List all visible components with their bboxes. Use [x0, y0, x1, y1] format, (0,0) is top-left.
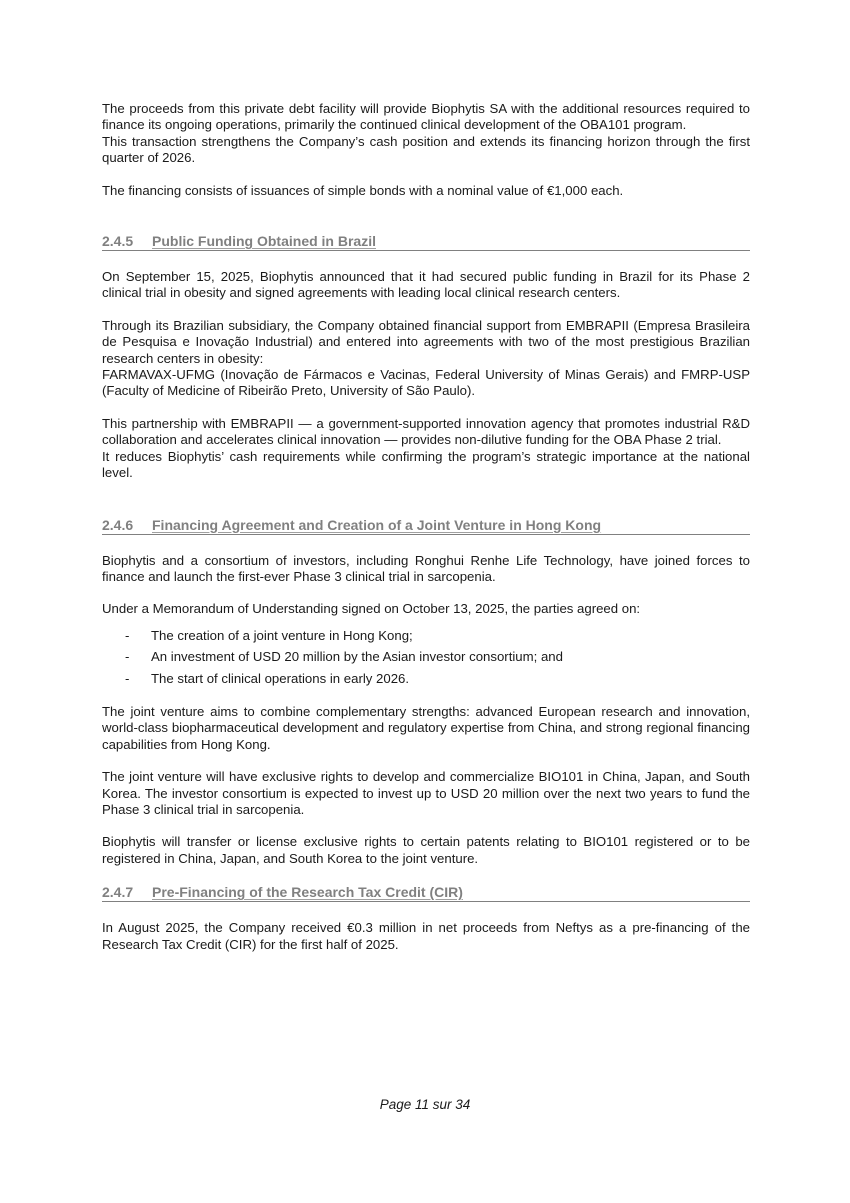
paragraph: The joint venture aims to combine complementary strengths: advanced European research and innovation, world-class biopharmaceutical development and regulatory expertise from China, and strong regional financing capabilities from Hong Kong. [102, 703, 750, 752]
section-heading-2-4-7 [102, 883, 750, 902]
section-heading-2-4-6 [102, 516, 750, 535]
paragraph: FARMAVAX-UFMG (Inovação de Fármacos e Vacinas, Federal University of Minas Gerais) and FMRP-USP (Faculty of Medicine of Ribeirão Preto, University of São Paulo). [102, 367, 750, 399]
section-title: Public Funding Obtained in Brazil [152, 233, 376, 250]
section-heading-2-4-5 [102, 232, 750, 251]
paragraph: Biophytis will transfer or license exclusive rights to certain patents relating to BIO101 registered or to be registered in China, Japan, and South Korea to the joint venture. [102, 834, 750, 866]
list-item: - An investment of USD 20 million by the Asian investor consortium; and [102, 649, 750, 665]
paragraph: Through its Brazilian subsidiary, the Company obtained financial support from EMBRAPII (Empresa Brasileira de Pesquisa e Inovação Industrial) and entered into agreements with two of the most prestigious Brazilian research centers in obesity: [102, 317, 750, 366]
paragraph: On September 15, 2025, Biophytis announced that it had secured public funding in Brazil for its Phase 2 clinical trial in obesity and signed agreements with leading local clinical research centers. [102, 269, 750, 301]
paragraph: The proceeds from this private debt facility will provide Biophytis SA with the additional resources required to finance its ongoing operations, primarily the continued clinical development of the OBA101 program. [102, 101, 750, 133]
section-title: Financing Agreement and Creation of a Joint Venture in Hong Kong [152, 516, 602, 533]
paragraph: Under a Memorandum of Understanding signed on October 13, 2025, the parties agreed on: [102, 601, 641, 617]
section-title: Pre-Financing of the Research Tax Credit (CIR) [152, 884, 463, 901]
paragraph: Biophytis and a consortium of investors, including Ronghui Renhe Life Technology, have joined forces to finance and launch the first-ever Phase 3 clinical trial in sarcopenia. [102, 552, 750, 584]
paragraph: This transaction strengthens the Company’s cash position and extends its financing horizon through the first quarter of 2026. [102, 133, 750, 166]
paragraph: The joint venture will have exclusive rights to develop and commercialize BIO101 in China, Japan, and South Korea. The investor consortium is expected to invest up to USD 20 million over the next two years to fund the Phase 3 clinical trial in sarcopenia. [102, 769, 750, 817]
dash-list [102, 628, 750, 687]
paragraph: The financing consists of issuances of simple bonds with a nominal value of €1,000 each. [102, 182, 624, 198]
section-number: 2.4.7 [102, 884, 134, 901]
section-number: 2.4.6 [102, 516, 134, 533]
list-item: - The creation of a joint venture in Hong Kong; [102, 628, 750, 644]
list-item: - The start of clinical operations in early 2026. [102, 671, 750, 687]
paragraph: This partnership with EMBRAPII — a government-supported innovation agency that promotes industrial R&D collaboration and accelerates clinical innovation — provides non-dilutive funding for the OBA Phase 2 trial. [102, 415, 750, 448]
page-content [102, 101, 750, 953]
paragraph: In August 2025, the Company received €0.3 million in net proceeds from Neftys as a pre-financing of the Research Tax Credit (CIR) for the first half of 2025. [102, 920, 750, 952]
paragraph: It reduces Biophytis’ cash requirements while confirming the program’s strategic importance at the national level. [102, 448, 750, 481]
section-number: 2.4.5 [102, 233, 134, 250]
page-number: Page 11 sur 34 [379, 1097, 471, 1112]
